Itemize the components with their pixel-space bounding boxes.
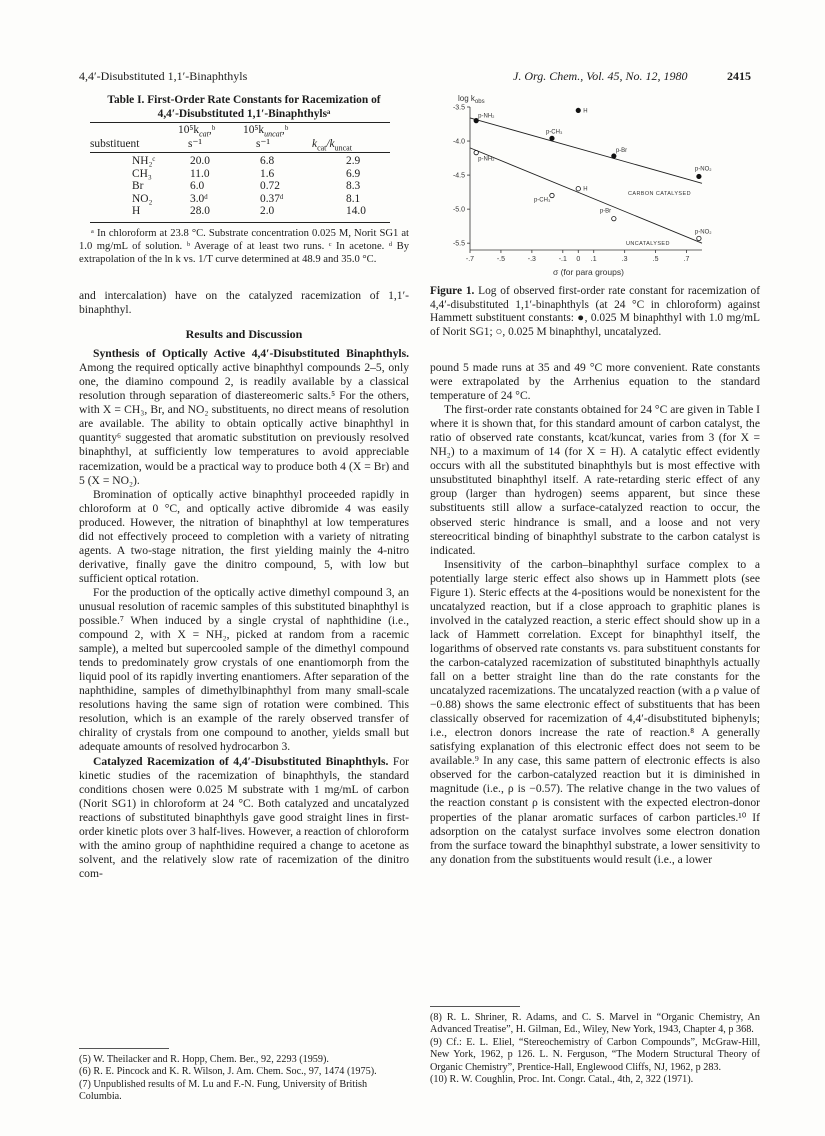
cell-ratio: 2.9 [346, 155, 361, 167]
footnote: (7) Unpublished results of M. Lu and F.-N. Fung, University of British Columbia. [79, 1078, 368, 1103]
y-tick-label: -3.5 [452, 104, 465, 112]
table-1 [79, 94, 409, 121]
cell-kcat: 6.0 [190, 180, 205, 192]
header-kcat: $10^5k_{cat},ᵇ$ [178, 124, 216, 139]
cell-ratio: 14.0 [346, 205, 366, 217]
x-tick-label: .1 [590, 256, 597, 263]
table-mid-rule [90, 152, 390, 153]
cell-ratio: 6.9 [346, 167, 361, 180]
cell-kuncat: 0.72 [260, 180, 280, 192]
x-tick-label: -.3 [527, 256, 536, 263]
table-footnote: ᵃ In chloroform at 23.8 °C. Substrate concentration 0.025 M, Norit SG1 at 1.0 mg/mL of solution. ᵇ Average of at least two runs. ᶜ In acetone. ᵈ By extrapolation of the ln k vs. 1/T curve determined at 48.9 and 35.0 °C. [79, 228, 409, 265]
data-point [612, 216, 616, 220]
header-kcat-unit: s⁻¹ [188, 138, 202, 150]
paragraph [79, 347, 409, 487]
point-label: H [583, 108, 588, 115]
figure-caption [430, 285, 760, 339]
x-tick-label: .3 [621, 256, 628, 263]
y-tick-label: -5.0 [452, 206, 465, 214]
paragraph: and intercalation) have on the catalyzed racemization of 1,1′-binaphthyl. [79, 289, 409, 317]
x-tick-label: 0 [576, 256, 581, 263]
left-column [79, 289, 409, 881]
data-series [470, 108, 712, 243]
paragraph: Bromination of optically active binaphthyl proceeded rapidly in chloroform at 0 °C, and optically active dibromide 4 was easily produced. However, the nitration of binaphthyl at low temperatures did not effectively proceed to completion with a variety of nitrating agents. A two-stage nitration, the first yielding mainly the 4-nitro derivative, finally gave the dinitro compound, 5, with low but sufficient optical rotation. [79, 487, 409, 585]
data-point [612, 154, 616, 158]
footnote-rule-right [430, 1006, 520, 1007]
table-row [128, 205, 370, 218]
data-point [576, 108, 580, 112]
cell-kuncat: 2.0 [260, 205, 275, 217]
y-tick-label: -5.5 [452, 240, 465, 248]
table-row [128, 168, 370, 181]
page-number: 2415 [727, 69, 751, 83]
cell-substituent: NO₂ [132, 192, 153, 205]
footnote: (9) Cf.: E. L. Eliel, “Stereochemistry of Carbon Compounds”, McGraw-Hill, New York, 1962, p 126. L. N. Ferguson, “The Modern Structural Theory of Organic Chemistry”, Prentice-Hall, Englewood Cliffs, NJ, 1962, p 283. [430, 1036, 760, 1073]
right-column [430, 361, 760, 867]
table-row [128, 155, 370, 168]
trend-line [470, 118, 702, 183]
y-axis-label: $\log k_{obs}$ [458, 94, 485, 105]
header-kuncat-unit: s⁻¹ [256, 138, 270, 150]
section-heading: Results and Discussion [185, 327, 303, 342]
label-carbon-catalysed: CARBON CATALYSED [628, 191, 691, 197]
cell-substituent: Br [132, 180, 144, 192]
table-top-rule [90, 122, 390, 123]
x-tick-label: .7 [683, 256, 690, 263]
cell-substituent: H [132, 205, 141, 217]
point-label: p-NO₂ [694, 229, 712, 236]
cell-kcat: 11.0 [190, 167, 210, 180]
point-label: p-CH₃ [533, 197, 551, 204]
footnote: (6) R. E. Pincock and K. R. Wilson, J. Am. Chem. Soc., 97, 1474 (1975). [79, 1066, 377, 1078]
caption-text: Log of observed first-order rate constant for racemization of 4,4′-disubstituted 1,1′-binaphthyls (at 24 °C in chloroform) against Hammett substituent constants: ●, 0.025 M binaphthyl with 1.0 mg/mL of Norit SG1; ○, 0.025 M binaphthyl, uncatalyzed. [430, 285, 761, 338]
footnote-rule-left [79, 1048, 169, 1049]
x-axis-label: σ (for para groups) [553, 267, 624, 277]
x-tick-label: -.1 [558, 256, 567, 263]
data-point [697, 174, 701, 178]
figure-1-plot [440, 85, 740, 280]
table-bottom-rule [90, 222, 390, 223]
point-label: p-Br [599, 208, 612, 215]
run-in-heading: Catalyzed Racemization of 4,4′-Disubstituted Binaphthyls. [93, 754, 389, 768]
table-body [128, 155, 370, 218]
cell-substituent: CH₃ [132, 167, 152, 180]
x-ticks [466, 250, 690, 263]
paragraph [79, 755, 409, 881]
table-row [128, 193, 370, 206]
paragraph: pound 5 made runs at 35 and 49 °C more convenient. Rate constants were extrapolated by the Arrhenius equation to the standard temperature of 24 °C. [430, 361, 760, 403]
data-point [576, 187, 580, 191]
figure-label: Figure 1. [430, 285, 475, 297]
paragraph: Insensitivity of the carbon–binaphthyl surface complex to a potentially large steric effect also shows up in Hammett plots (see Figure 1). Steric effects at the 4-positions would be nonexistent for the uncatalyzed reaction, but if a close approach to graphitic planes is involved in the catalyzed reaction, a steric effect should show up in a lack of Hammett correlation. Except for binaphthyl itself, the logarithms of observed rate constants vs. para substituent constants for the carbon-catalyzed racemization of substituted binaphthyls actually fall on a better straight line than do the rate constants for the uncatalyzed racemizations. The uncatalyzed reaction (with a ρ value of −0.88) shows the same electronic effect of substituents that has been classically observed for racemization of 4,4′-disubstituted biphenyls; i.e., electron donors increase the rate of reaction.⁸ A generally satisfying explanation of this electronic effect does not seem to be available.⁹ In any case, this same pattern of electronic effects is also observed for the carbon-catalyzed reaction but it is diminished in magnitude (i.e., ρ is −0.57). The relative change in the two values of the reaction constant ρ is consistent with the expected electron-donor properties of the planar aromatic surfaces of carbon particles.¹⁰ If adsorption on the catalyst surface involves some electron donation from the surface toward the binaphthyl substrate, a lower sensitivity to any donation from the substituents would result (i.e., a lower [430, 557, 760, 866]
running-title: 4,4′-Disubstituted 1,1′-Binaphthyls [79, 69, 248, 83]
paragraph-text: Among the required optically active binaphthyl compounds 2–5, only one, the diamino compound 2, is readily available by a classical resolution through separation of diastereomeric salts.⁵ For the others, with X = CH₃, Br, and NO₂ substituents, no direct means of resolution are available. The ability to obtain optically active binaphthyl in quantity⁶ suggested that aromatic substitution on previously resolved binaphthyl, at sufficiently low temperatures to avoid appreciable racemization, would be a practical way to produce both 4 (X = Br) and 5 (X = NO₂). [79, 361, 409, 487]
label-uncatalysed: UNCATALYSED [626, 241, 670, 247]
paragraph: For the production of the optically active dimethyl compound 3, an unusual resolution of racemic samples of this substituted binaphthyl is possible.⁷ When induced by a single crystal of naphthidine (i.e., compound 2, with X = NH₂, picked at random from a racemic sample), a melted but supercooled sample of the dimethyl compound tends to predominately grow crystals of one enantiomorph from the liquid pool of its rapidly inverting enantiomers. After separation of the naphthidine, samples of dimethylbinaphthyl from many small-scale resolutions having the same sign of rotation were combined. This resolution, which is an example of the rarely observed transfer of chirality of crystals from one compound to another, yields small but adequate amounts of resolved hydrocarbon 3. [79, 585, 409, 754]
point-label: p-Br [615, 148, 628, 155]
x-tick-label: -.7 [465, 256, 475, 263]
cell-kcat: 3.0ᵈ [190, 192, 208, 205]
x-tick-label: .5 [652, 256, 659, 263]
header-ratio: $k_{cat}/k_{uncat}$ [312, 138, 352, 153]
cell-ratio: 8.3 [346, 180, 361, 192]
point-label: H [583, 186, 588, 193]
point-label: p-NO₂ [694, 166, 712, 173]
paragraph-text: For kinetic studies of the racemization of binaphthyls, the standard conditions chosen were 0.025 M substrate with 1 mg/mL of carbon (Norit SG1) in chloroform at 24 °C. Both catalyzed and uncatalyzed reactions of substituted binaphthyls gave good straight lines in first-order kinetic plots over 3 half-lives. However, a reaction of chloroform with the amino group of naphthidine required a change to acetone as solvent, and the relatively slow rate of racemization of the dinitro com- [79, 754, 409, 880]
cell-ratio: 8.1 [346, 192, 361, 205]
footnote: (10) R. W. Coughlin, Proc. Int. Congr. Catal., 4th, 2, 322 (1971). [430, 1074, 694, 1086]
table-title-line2: 4,4′-Disubstituted 1,1′-Binaphthylsᵃ [157, 107, 331, 120]
point-label: p-NH₂ [478, 113, 495, 120]
y-ticks [453, 105, 470, 248]
header-substituent: substituent [90, 138, 140, 150]
header-kuncat: $10^5k_{uncat},ᵇ$ [243, 124, 289, 139]
y-tick-label: -4.5 [452, 172, 465, 180]
data-point [550, 136, 554, 140]
data-point [697, 236, 701, 240]
left-footnotes [79, 1054, 409, 1104]
table-title-line1: Table I. First-Order Rate Constants for Racemization of [107, 94, 381, 106]
table-title [79, 94, 409, 121]
y-tick-label: -4.0 [452, 138, 465, 146]
run-in-heading: Synthesis of Optically Active 4,4′-Disubstituted Binaphthyls. [93, 347, 409, 361]
footnote: (5) W. Theilacker and R. Hopp, Chem. Ber., 92, 2293 (1959). [79, 1054, 329, 1065]
point-label: p-NH₂ [478, 156, 495, 163]
point-label: p-CH₃ [545, 129, 563, 136]
x-tick-label: -.5 [496, 256, 506, 263]
cell-substituent: NH₂ᶜ [132, 155, 156, 167]
cell-kcat: 28.0 [190, 205, 210, 217]
cell-kuncat: 1.6 [260, 167, 275, 180]
cell-kuncat: 6.8 [260, 155, 275, 167]
table-row [128, 180, 370, 193]
paragraph: The first-order rate constants obtained for 24 °C are given in Table I where it is shown that, for this standard amount of carbon catalyst, the ratio of observed rate constants, kcat/kuncat, varies from 3 (for X = NH₂) to a maximum of 14 (for X = H). A catalytic effect evidently occurs with all the substituted binaphthyls but is most effective with unsubstituted binaphthyl itself. A rate-retarding steric effect of any group (larger than hydrogen) seems apparent, but since these substituents still allow a surface-catalyzed reaction to occur, the observed steric hindrance is small, and a loose and not very stereocritical binding of binaphthyl substrate to the carbon catalyst is indicated. [430, 403, 760, 557]
data-point [474, 150, 478, 154]
right-footnotes [430, 1012, 760, 1086]
journal-citation: J. Org. Chem., Vol. 45, No. 12, 1980 [513, 69, 688, 83]
cell-kuncat: 0.37ᵈ [260, 192, 284, 205]
cell-kcat: 20.0 [190, 155, 210, 167]
footnote: (8) R. L. Shriner, R. Adams, and C. S. Marvel in “Organic Chemistry, An Advanced Treatise”, H. Gilman, Ed., Wiley, New York, 1943, Chapter 4, p 368. [430, 1012, 760, 1036]
